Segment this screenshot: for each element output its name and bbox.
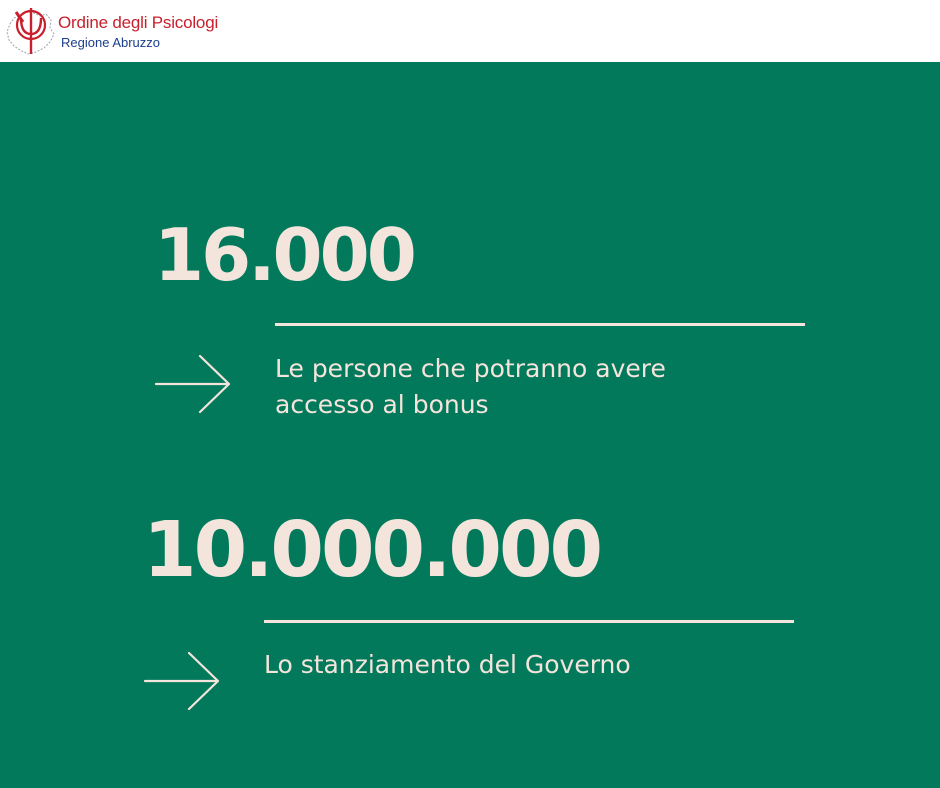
logo-title: Ordine degli Psicologi [58, 13, 219, 32]
psychology-psi-logo-icon [4, 4, 58, 58]
stat-caption-funding [264, 647, 631, 683]
caption-line: Le persone che potranno avere [275, 354, 666, 383]
logo-subtitle: Regione Abruzzo [61, 35, 161, 50]
stat-caption-people [275, 351, 666, 423]
stat-number-funding: 10.000.000 [143, 506, 601, 595]
stat-number-people: 16.000 [154, 213, 414, 297]
divider-line [275, 323, 805, 326]
divider-line [264, 620, 794, 623]
caption-line: accesso al bonus [275, 390, 489, 419]
caption-line: Lo stanziamento del Governo [264, 650, 631, 679]
arrow-right-icon [152, 355, 232, 415]
arrow-right-icon [141, 652, 221, 712]
header [0, 0, 940, 62]
